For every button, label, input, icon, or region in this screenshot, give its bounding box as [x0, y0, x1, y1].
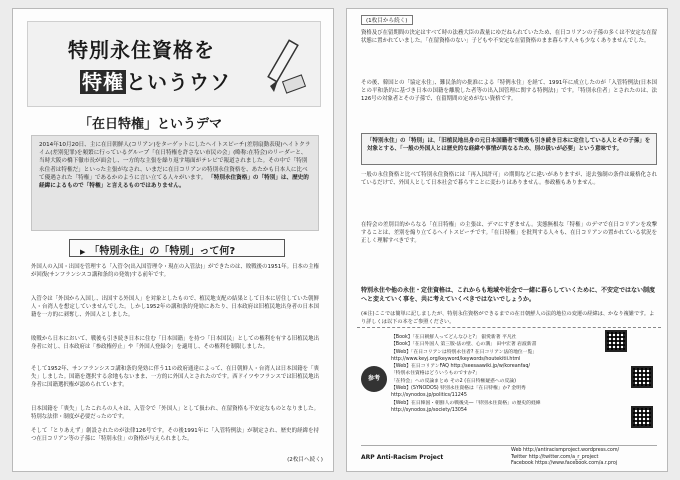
section-heading-text: 「特別永住」の「特別」って何? — [89, 246, 236, 257]
reference-item[interactable]: 【Web】「在日コリアンは特別永住者? 在日コリアン法的地位一覧」 — [391, 349, 538, 355]
left-paragraph: 入管令は「外国から入国し、出国する外国人」を対象としたもので、植民地支配の結果として日本に居住していた朝鮮人・台湾人を想定していませんでした。しかし1952年の講和条約発効にあたり、日本政府は旧植民地出身者の日本国籍を一方的に剥奪し、外国人としました。 — [31, 296, 319, 318]
reference-item: 「在特会」への反論まとめ その2 (在日特権疑惑への反論) — [391, 378, 516, 384]
right-paragraph: 資格及び在留期間の決定はすべて時の法務大臣の裁量にゆだねられていたため、在日コリアンの子孫の多くは不安定な在留状態に置かれていました。「在留資格のない」子どもや不安定な在留資格のまま暮らす人々も少なくありませんでした。 — [361, 30, 657, 44]
reference-item[interactable]: 【Web】在日コリアンFAQ http://seesaawiki.jp/w/koreanfaq/ — [391, 364, 530, 370]
main-title-part2: というウソ — [126, 70, 231, 94]
main-title-line2 — [80, 66, 231, 95]
qr-code-icon[interactable] — [631, 406, 653, 428]
highlight-tokken: 特権 — [82, 70, 124, 94]
right-paragraph: 一般の永住資格と比べて特別永住資格には「再入国許可」の期間などに違いがありますが、退去強制の条件は厳格化されているだけで、外国人として日本社会で暮らすことに変わりはありません。参政権もありません。 — [361, 172, 657, 186]
web-link[interactable]: Web http://antiracismproject.wordpress.com/ — [511, 448, 620, 453]
reference-link[interactable]: http://www.keyj.org/keyword/keywords/houtekitii.html — [391, 356, 521, 362]
intro-bold: 「特別永住資格」の「特別」は、歴史的経緯によるもので「特権」と言えるものではありません。 — [39, 174, 309, 190]
reference-item: 【Book】「在日外国人 第三版-法の壁、心の溝」 田中宏著 岩波新書 — [391, 342, 537, 348]
twitter-link[interactable]: Twitter http://twitter.com/a_r_project — [511, 454, 599, 460]
left-paragraph: 敗戦から日本において、戦後も引き続き日本に住む「日本国籍」を持つ「日本国民」としての権利を有する旧植民地出身者に対し、日本政府は「参政権停止」や「外国人登録令」を適用し、その権利を制限しました。 — [31, 336, 319, 350]
qr-code-icon[interactable] — [605, 330, 627, 352]
right-page — [346, 8, 668, 472]
intro-box — [31, 135, 319, 231]
continued-from: (1枚目から続く) — [361, 15, 413, 25]
reference-item[interactable]: 【Web】(SYNODOS) 特別永住資格は「在日特権」か? 金明秀 — [391, 386, 526, 392]
left-paragraph: 外国人の入国・出国を管理する「入管令(出入国管理令・現在の入管法)」ができたのは、敗戦後の1951年。日本の主権が回復(サンフランシスコ講和条約の発効)する前年です。 — [31, 264, 319, 278]
note: (※注)ここでは簡単に記しましたが、特別永住資格ができるまでの在日朝鮮人の法的地位の変遷の経緯は、かなり複雑です。より詳しくは以下の本をご参照ください。 — [361, 311, 655, 325]
subtitle: 「在日特権」というデマ — [79, 117, 223, 132]
facebook-link[interactable]: Facebook https://www.facebook.com/a.r.proj — [511, 461, 618, 467]
reference-item[interactable]: 【Web】在日韓国・朝鮮人の戦後史―「特別永住資格」の歴史的経緯 — [391, 400, 541, 406]
reference-link[interactable]: http://synodos.jp/society/13054 — [391, 407, 467, 413]
left-paragraph: 日本国籍を「喪失」したこれらの人々は、入管令で「外国人」として扱われ、在留資格も不安定なものとなりました。特別な法律・制度が必要だったのです。 — [31, 406, 319, 420]
org-logo: ARP Anti-Racism Project — [361, 454, 444, 461]
qr-code-icon[interactable] — [631, 366, 653, 388]
footer-links — [511, 448, 619, 468]
references — [357, 327, 661, 437]
left-page — [12, 8, 334, 472]
definition-box: 「特別永住」の「特別」は、「旧植民地出身の元日本国籍者で戦後も引き続き日本に定住している人とその子孫」を対象とする、「一般の外国人とは歴史的な経緯や事情が異なるため、別の扱いが必要」という意味です。 — [361, 133, 657, 165]
title-box — [27, 21, 321, 107]
reference-link[interactable]: http://synodos.jp/politics/11245 — [391, 393, 467, 399]
pencil-illustration — [260, 38, 308, 98]
section-heading — [69, 239, 285, 257]
right-paragraph: 在特会の差別目的からなる「在日特権」の主張は、デマにすぎません。実態無根な「特権」のデマで在日コリアンを攻撃することは、差別を煽り立てるヘイトスピーチです。「在日特権」を批判する人々も、在日コリアンの置かれている状況を正しく理解すべきです。 — [361, 222, 657, 244]
intro-text: 2014年10月20日、主に在日朝鮮人(コリアン)をターゲットにしたヘイトスピーチ(差別扇動表現)へイトクライム(差別犯罪)を頻繁に行っているグループ「在日特権を許さない市民の会」(略称:在特会)のリーダーと、当時大阪の橋下徹市長が面会し、一方的な主張を繰り返す場面がテレビで報道されました。その中で「特別永住者は特権だ」といった主張がなされ、いまだに在日コリアンの特別永住資格を、あたかも日本人に比べて優遇された「特権」であるかのように言い立てる人々がいます。 — [39, 142, 311, 181]
right-paragraph: その後、韓国との「協定永住」、難民条約の批准による「特例永住」を経て、1991年に成立したのが「入管特例法(日本国との平和条約に基づき日本の国籍を離脱した者等の出入国管理に関する特例法)」です。「特別永住者」とされたのは、法126号の対象者とその子孫で、在留期間の定めがない資格です。 — [361, 80, 657, 102]
continued-note: (2枚目へ続く) — [287, 457, 323, 463]
conclusion: 特別永住や他の永住・定住資格は、これからも地域や社会で一緒に暮らしていくために、不安定ではない制度へと変えていく事を、共に考えていくべきではないでしょうか。 — [361, 287, 656, 303]
triangle-icon: ▶ — [80, 248, 86, 256]
left-paragraph: そして「とりあえず」創設されたのが法律126号です。その後1991年に「入管特例法」が制定され、歴史的経緯を持つ在日コリアン等の子孫に「特別永住」の資格が与えられました。 — [31, 428, 319, 442]
reference-list — [391, 334, 597, 414]
reference-item: 「特別永住資格はどういうものですか?」 — [391, 371, 480, 377]
reference-badge: 参考 — [361, 366, 387, 392]
main-title-line1 — [68, 34, 215, 63]
left-paragraph: そして1952年、サンフランシスコ講和条約発効に伴う11の政府通達によって、在日朝鮮人・台湾人は日本国籍を「喪失」しました。国籍を選択する余地もないまま、一方的に外国人とされたのです。西ドイツやフランスでは旧植民地出身者に国籍選択権が認められています。 — [31, 366, 319, 388]
reference-item: 【Book】「在日朝鮮人ってどんなひと?」 叡愛新著 平凡社 — [391, 335, 517, 340]
main-title-part1: 特別永住資格を — [68, 38, 215, 62]
footer — [361, 445, 657, 467]
